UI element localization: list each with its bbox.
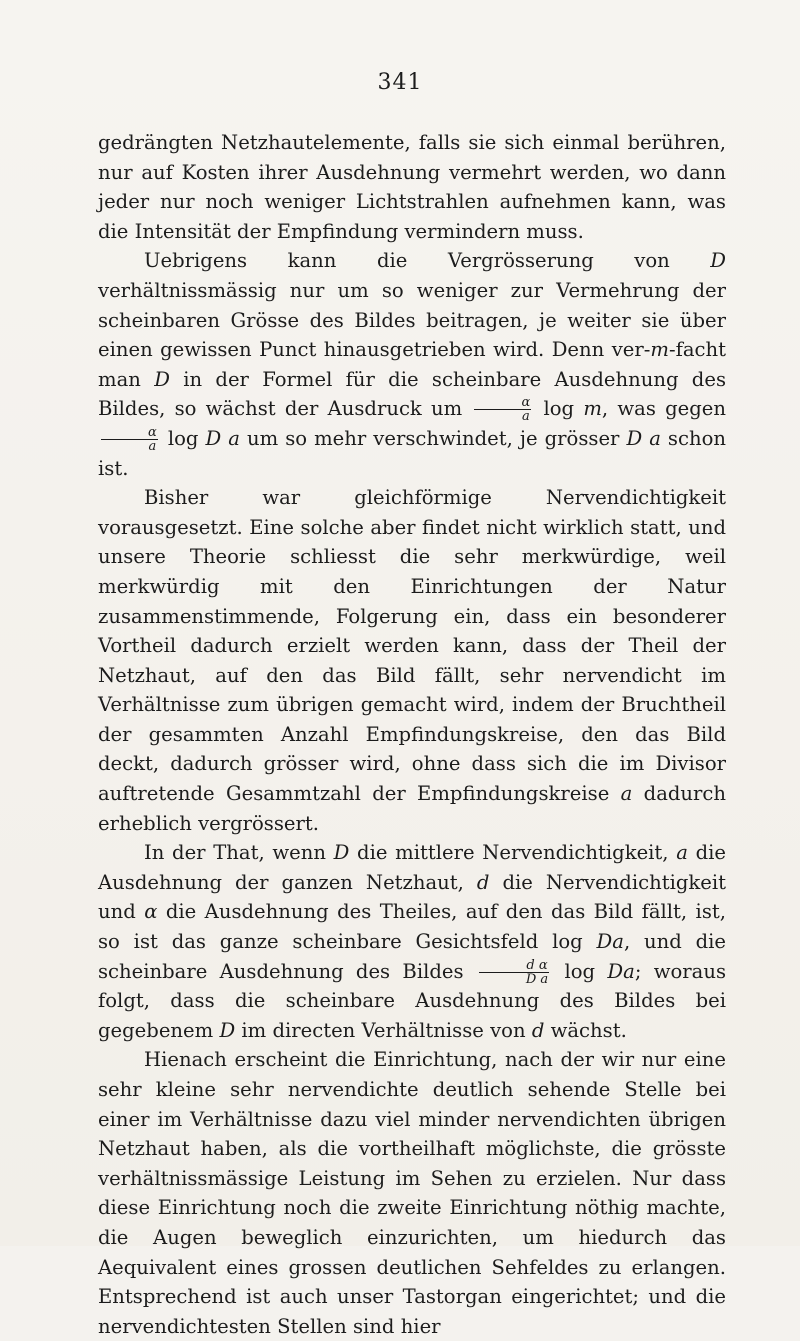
fraction-alpha-over-a-1: $\frac{\alpha}{a}$ bbox=[474, 396, 531, 423]
fraction-alpha-over-a-2: $\frac{\alpha}{a}$ bbox=[101, 426, 158, 453]
body-text bbox=[98, 128, 726, 1341]
paragraph-5: Hienach erscheint die Einrichtung, nach der wir nur eine sehr kleine sehr nervendichte deutlich sehende Stelle bei einer im Verhältnisse dazu viel minder nervendichten übrigen Netzhaut haben, als die vortheilhaft möglichste, die grösste verhältnissmässige Leistung im Sehen zu erzielen. Nur dass diese Einrichtung noch die zweite Einrichtung nöthig machte, die Augen beweglich einzurichten, um hiedurch das Aequivalent eines grossen deutlichen Sehfeldes zu erlangen. Entsprechend ist auch unser Tastorgan eingerichtet; und die nervendichtesten Stellen sind hier bbox=[98, 1048, 726, 1338]
fraction-d-alpha-over-D-a: $\frac{\text{d α}}{\text{D a}}$ bbox=[479, 959, 549, 986]
paragraph-3: Bisher war gleichförmige Nervendichtigkeit vorausgesetzt. Eine solche aber findet nicht wirklich statt, und unsere Theorie schliesst die sehr merkwürdige, weil merkwürdig mit den Einrichtungen der Natur zusammenstimmende, Folgerung ein, dass ein besonderer Vortheil dadurch erzielt werden kann, dass der Theil der Netzhaut, auf den das Bild fällt, sehr nervendicht im Verhältnisse zum übrigen gemacht wird, indem der Bruchtheil der gesammten Anzahl Empfindungskreise, den das Bild deckt, dadurch grösser wird, ohne dass sich die im Divisor auftretende Gesammtzahl der Empfindungskreise a dadurch erheblich vergrössert. bbox=[98, 486, 726, 835]
paragraph-4: In der That, wenn D die mittlere Nervendichtigkeit, a die Ausdehnung der ganzen Netzhaut, d die Nervendichtigkeit und α die Ausdehnung des Theiles, auf den das Bild fällt, ist, so ist das ganze scheinbare Gesichtsfeld log Da, und die scheinbare Ausdehnung des Bildes $\frac{\text{d α}}{\text{D a}}$ log Da; woraus folgt, dass die scheinbare Ausdehnung des Bildes bei gegebenem D im directen Verhältnisse von d wächst. bbox=[98, 841, 727, 1042]
paragraph-1: gedrängten Netzhautelemente, falls sie sich einmal berühren, nur auf Kosten ihrer Ausdehnung vermehrt werden, wo dann jeder nur noch weniger Lichtstrahlen aufnehmen kann, was die Intensität der Empfindung vermindern muss. bbox=[98, 131, 726, 243]
paragraph-2: Uebrigens kann die Vergrösserung von D verhältnissmässig nur um so weniger zur Vermehrung der scheinbaren Grösse des Bildes beitragen, je weiter sie über einen gewissen Punct hinausgetrieben wird. Denn ver-m-facht man D in der Formel für die scheinbare Ausdehnung des Bildes, so wächst der Ausdruck um $\frac{\alpha}{a}$ log m, was gegen $\frac{\alpha}{a}$ log D a um so mehr verschwindet, je grösser D a schon ist. bbox=[98, 249, 726, 480]
page-number: 341 bbox=[377, 70, 423, 95]
